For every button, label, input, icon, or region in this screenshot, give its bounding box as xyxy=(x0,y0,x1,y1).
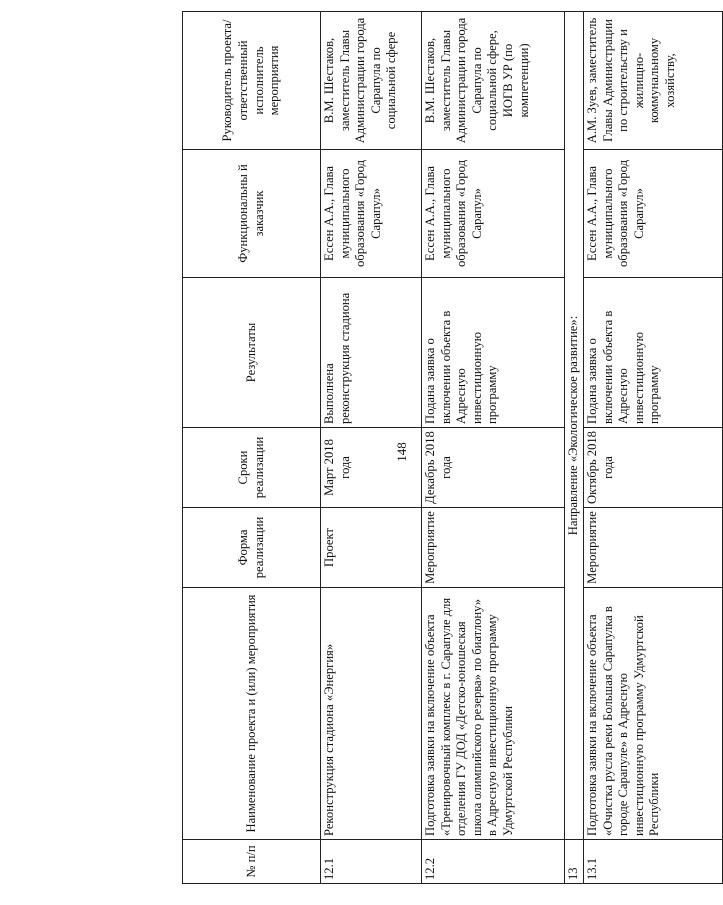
projects-table xyxy=(182,11,723,884)
row-customer: Ессен А.А., Глава муниципального образования «Город Сарапул» xyxy=(422,150,565,278)
row-result: Подана заявка о включении объекта в Адресную инвестиционную программу xyxy=(584,278,723,428)
header-term: Сроки реализации xyxy=(183,428,321,508)
header-customer: Функциональны й заказчик xyxy=(183,150,321,278)
row-responsible: В.М. Шестаков, заместитель Главы Администрации города Сарапула по социальной сфере, ИОГВ УР (по компетенции) xyxy=(422,12,565,150)
row-num: 13.1 xyxy=(584,840,723,884)
row-customer: Ессен А.А., Глава муниципального образования «Город Сарапул» xyxy=(584,150,723,278)
header-num: № п/п xyxy=(183,840,321,884)
row-name: Подготовка заявки на включение объекта «Тренировочный комплекс в г. Сарапуле для отделения ГУ ДОД «Детско-юношеская школа олимпийского резерва» по биатлону» в Адресную инвестиционную программу Удмуртской Республики xyxy=(422,588,565,840)
row-term: Октябрь 2018 года xyxy=(584,428,723,508)
row-responsible: А.М. Зуев, заместитель Главы Администрации по строительству и жилищно-коммунальному хозяйству, xyxy=(584,12,723,150)
table-header-row xyxy=(183,12,321,884)
row-result: Подана заявка о включении объекта в Адресную инвестиционную программу xyxy=(422,278,565,428)
row-form: Мероприятие xyxy=(422,508,565,588)
page-number: 148 xyxy=(394,442,409,462)
row-responsible: В.М. Шестаков, заместитель Главы Администрации города Сарапула по социальной сфере xyxy=(321,12,422,150)
row-num: 12.1 xyxy=(321,840,422,884)
section-title: Направление «Экологическое развитие»: xyxy=(565,12,584,840)
header-responsible: Руководитель проекта/ ответственный исполнитель мероприятия xyxy=(183,12,321,150)
row-name: Подготовка заявки на включение объекта «Очистка русла реки Большая Сарапулка в городе Сарапуле» в Адресную инвестиционную программу Удмуртской Республики xyxy=(584,588,723,840)
row-num: 12.2 xyxy=(422,840,565,884)
row-form: Проект xyxy=(321,508,422,588)
header-result: Результаты xyxy=(183,278,321,428)
row-name: Реконструкция стадиона «Энергия» xyxy=(321,588,422,840)
header-form: Форма реализации xyxy=(183,508,321,588)
table-row xyxy=(321,12,422,884)
row-term: Март 2018 года xyxy=(321,428,422,508)
header-name: Наименование проекта и (или) мероприятия xyxy=(183,588,321,840)
section-num: 13 xyxy=(565,840,584,884)
row-result: Выполнена реконструкция стадиона xyxy=(321,278,422,428)
row-form: Мероприятие xyxy=(584,508,723,588)
row-term: Декабрь 2018 года xyxy=(422,428,565,508)
table-row xyxy=(584,12,723,884)
row-customer: Ессен А.А., Глава муниципального образования «Город Сарапул» xyxy=(321,150,422,278)
table-row xyxy=(422,12,565,884)
rotated-table-container xyxy=(182,12,677,884)
section-row xyxy=(565,12,584,884)
